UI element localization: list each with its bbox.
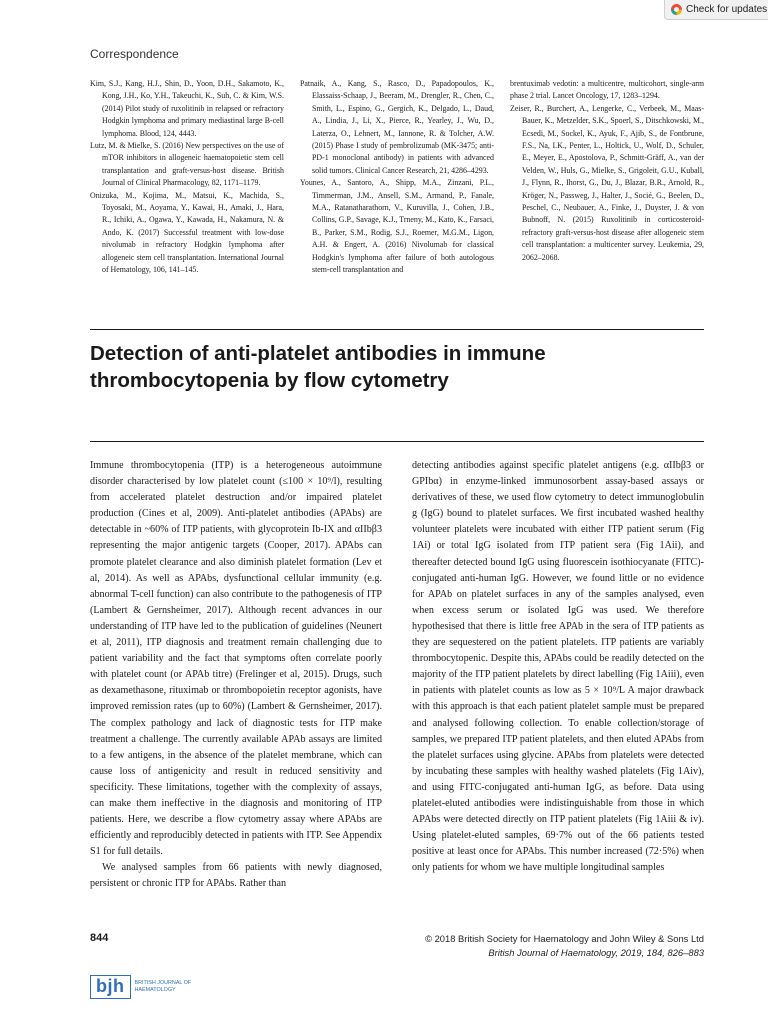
reference-item: Onizuka, M., Kojima, M., Matsui, K., Machida, S., Toyosaki, M., Aoyama, Y., Kawai, H., Amaki, J., Hara, R., Ichiki, A., Ogawa, Y., Kawada, H., Nakamura, N. & Ando, K. (2017) Successful treatment with low-dose nivolumab in refractory Hodgkin lymphoma after allogeneic stem cell transplantation. International Journal of Hematology, 106, 141–145. — [90, 190, 284, 275]
check-for-updates-label: Check for updates — [686, 4, 768, 15]
article-title: Detection of anti-platelet antibodies in immune thrombocytopenia by flow cytometry — [90, 342, 546, 392]
journal-citation: British Journal of Haematology, 2019, 184, 826–883 — [488, 946, 704, 958]
reference-item: Zeiser, R., Burchert, A., Lengerke, C., Verbeek, M., Maas-Bauer, K., Metzelder, S.K., Spoerl, S., Ditschkowski, M., Ecsedi, M., Sockel, K., Ayuk, F., Ajib, S., de Fontbrune, F.S., Na, I.K., Penter, L., Holtick, U., Wolf, D., Schuler, E., Meyer, E., Apostolova, P., Schmitt-Gräff, A., van der Velden, W., Huls, G., Mielke, S., Grigoleit, G.U., Kuball, J., Flynn, R., Ihorst, G., Du, J., Blazar, B.R., Arnold, R., Kröger, N., Passweg, J., Halter, J., Socié, G., Beelen, D., Peschel, C., Neubauer, A., Finke, J., Duyster, J. & von Bubnoff, N. (2015) Ruxolitinib in corticosteroid-refractory graft-versus-host disease after allogeneic stem cell transplantation: a multicenter survey. Leukemia, 29, 2062–2068. — [510, 103, 704, 262]
copyright-line: © 2018 British Society for Haematology and John Wiley & Sons Ltd — [425, 933, 704, 944]
reference-column-1 — [90, 78, 284, 277]
journal-logo — [90, 975, 205, 999]
copyright — [425, 932, 704, 959]
paragraph: detecting antibodies against specific platelet antigens (e.g. αIIbβ3 or GPIbα) in enzyme-linked immunosorbent assay-based assays or derivatives of these, we used flow cytometry to detect immunoglobulin g (IgG) bound to platelet surfaces. We first incubated washed healthy volunteer platelets were incubated with either ITP patient serum (Fig 1Ai) or total IgG isolated from ITP patient sera (Fig 1Aii), and thereafter detected bound IgG using fluorescein isothiocyanate (FITC)-conjugated anti-human IgG. However, we found little or no evidence for APAb on platelet surfaces in any of the samples analysed, even when excess serum or isolated IgG was used. We therefore hypothesised that there is little free APAb in the sera of ITP patients as they are sequestered on the patient platelets. ITP patients are variably thrombocytopenic. Despite this, APAbs could be readily detected on the majority of the ITP patient platelets by direct labelling (Fig 1Aiii), even in patients with platelet counts as low as 5 × 10⁹/L A major drawback with this approach is that each patient platelet sample must be prepared and analysed following collection. To enable collection/storage of samples, we prepared ITP patient platelets, and then eluted APAbs from the platelet surfaces using glycine. APAbs from platelets were detected by incubating these samples with healthy washed platelets (Fig 1Aiv), and using FITC-conjugated anti-human IgG, as before. Data using platelet-eluted antibodies were indistinguishable from those in which APAbs were detected directly on ITP patient platelets (Fig 1Aiii & iv). Using platelet-eluted samples, 69·7% out of the 66 patients tested positive at least once for APAbs. This number increased (72·5%) when only patients for whom we have multiple longitudinal samples — [412, 460, 704, 874]
reference-column-3 — [510, 78, 704, 277]
divider-title — [90, 441, 704, 442]
paragraph: Immune thrombocytopenia (ITP) is a heterogeneous autoimmune disorder characterised by low platelet count (≤100 × 10⁹/l), resulting from accelerated platelet destruction and/or impaired platelet production (Cines et al, 2009). Anti-platelet antibodies (APAbs) are detectable in ~60% of ITP patients, with glycoprotein Ib-IX and αIIbβ3 representing the major antigenic targets (Cooper, 2017). APAbs can promote platelet clearance and also diminish platelet formation (Lev et al, 2014). As well as APAbs, dysfunctional cellular immunity (e.g. abnormal T-cell function) can also contribute to the pathogenesis of ITP (Lambert & Gernsheimer, 2017). Although recent advances in our understanding of ITP have led to the publication of guidelines (Neunert et al, 2011), ITP diagnosis and treatment remain challenging due to patient variability and the fact that symptoms often correlate poorly with platelet count (or APAb titre) (Frelinger et al, 2015). Drugs, such as dexamethasone, rituximab or thrombopoietin receptor agonists, have improved remission rates (up to 60%) (Lambert & Gernsheimer, 2017). The complex pathology and lack of diagnostic tests for ITP make treatment a challenge. The currently available APAb assays are limited to a few antigens, in the absence of the platelet membrane, which can cause loss of antigenicity and result in reduced sensitivity and specificity. These limitations, together with the complexity of assays, can make them ineffective in the diagnosis and monitoring of ITP patients. Here, we describe a flow cytometry assay where APAbs are efficiently and reproducibly detected in patients with ITP. See Appendix S1 for full details. — [90, 460, 382, 858]
divider-top — [90, 329, 704, 330]
article-column-left — [90, 458, 382, 893]
paragraph: We analysed samples from 66 patients with newly diagnosed, persistent or chronic ITP for APAbs. Rather than — [90, 862, 382, 890]
page-number: 844 — [90, 932, 109, 944]
section-label: Correspondence — [90, 47, 179, 61]
reference-item: Kim, S.J., Kang, H.J., Shin, D., Yoon, D.H., Sakamoto, K., Kong, J.H., Ko, Y.H., Takeuchi, K., Suh, C. & Kim, W.S. (2014) Pilot study of ruxolitinib in relapsed or refractory Hodgkin lymphoma and primary mediastinal large B-cell lymphoma. Blood, 124, 4443. — [90, 79, 284, 138]
reference-item: Patnaik, A., Kang, S., Rasco, D., Papadopoulos, K., Elassaiss-Schaap, J., Beeram, M., Drengler, R., Chen, C., Smith, L., Espino, G., Gergich, K., Delgado, L., Daud, A., Lindia, J., Li, X., Pierce, R., Yearley, J., Wu, D., Laterza, O., Lehnert, M., Iannone, R. & Tolcher, A.W. (2015) Phase I study of pembrolizumab (MK-3475; anti-PD-1 monoclonal antibody) in patients with advanced solid tumors. Clinical Cancer Research, 21, 4286–4293. — [300, 79, 494, 175]
crossmark-icon — [671, 4, 682, 15]
reference-item: Younes, A., Santoro, A., Shipp, M.A., Zinzani, P.L., Timmerman, J.M., Ansell, S.M., Armand, P., Fanale, M.A., Ratanatharathorn, V., Kuruvilla, J., Cohen, J.B., Collins, G.P., Savage, K.J., Trneny, M., Kato, K., Farsaci, B., Parker, S.M., Rodig, S.J., Roemer, M.G.M., Ligon, A.H. & Engert, A. (2016) Nivolumab for classical Hodgkin's lymphoma after failure of both autologous stem-cell transplantation and — [300, 178, 494, 275]
reference-item-continued: brentuximab vedotin: a multicentre, multicohort, single-arm phase 2 trial. Lancet Oncology, 17, 1283–1294. — [510, 79, 704, 101]
reference-column-2 — [300, 78, 494, 277]
check-for-updates-button[interactable] — [664, 0, 768, 20]
logo-subtitle: BRITISH JOURNAL OF HAEMATOLOGY — [134, 980, 192, 993]
logo-mark: bjh — [90, 975, 131, 999]
article-column-right — [412, 458, 704, 893]
reference-item: Lutz, M. & Mielke, S. (2016) New perspectives on the use of mTOR inhibitors in allogeneic haematopoietic stem cell transplantation and graft-versus-host disease. British Journal of Clinical Pharmacology, 82, 1171–1179. — [90, 141, 284, 188]
reference-list — [90, 78, 704, 277]
article-body — [90, 458, 704, 893]
